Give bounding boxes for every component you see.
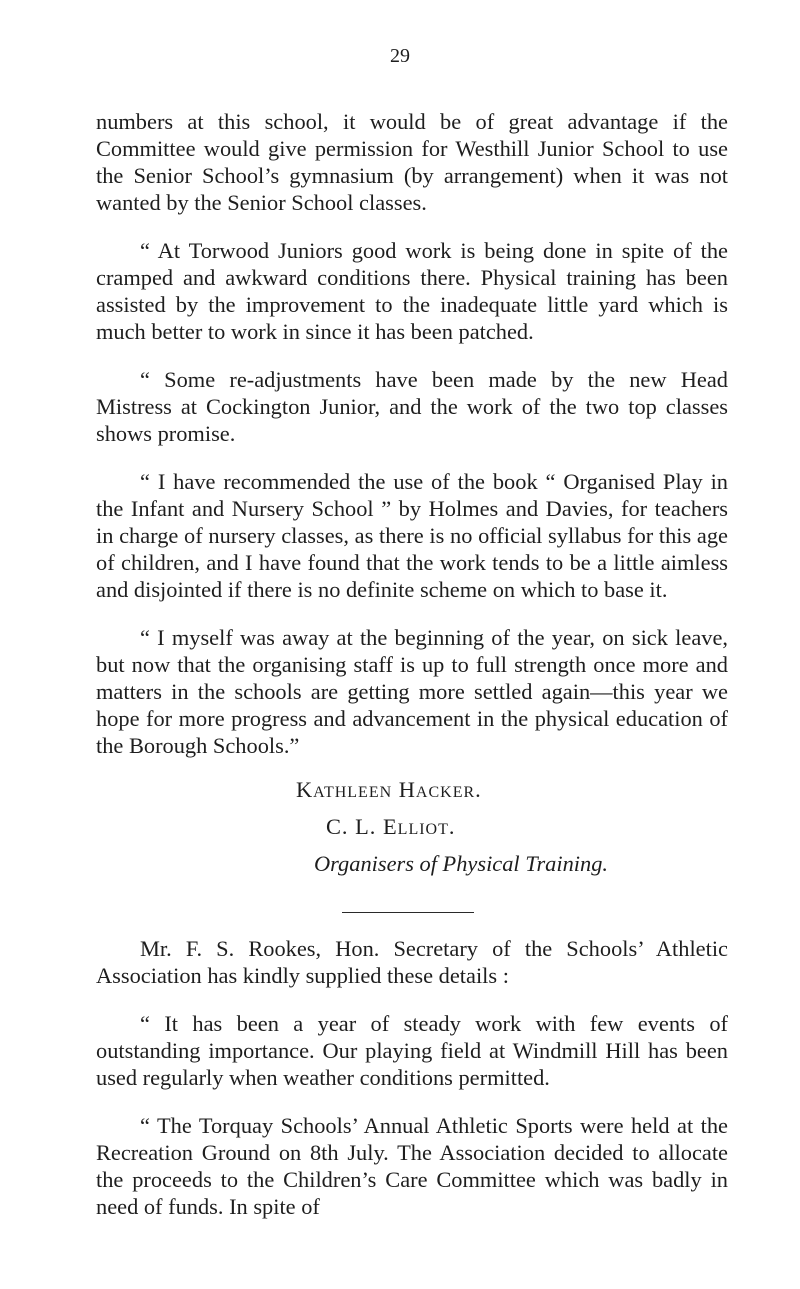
paragraph-torwood: “ At Torwood Juniors good work is being done in spite of the cramped and awkward conditions there. Physical training has been assisted by the improvement to the inadequate little yard which is much better to work in since it has been patched. <box>96 238 728 344</box>
paragraph-gymnasium: numbers at this school, it would be of great advantage if the Committee would give permission for Westhill Junior School to use the Senior School’s gymnasium (by arrangement) when it was not wanted by the Senior School classes. <box>96 109 728 215</box>
section-divider <box>342 912 474 913</box>
paragraph-rookes: Mr. F. S. Rookes, Hon. Secretary of the Schools’ Athletic Association has kindly supplied these details : <box>96 936 728 988</box>
signature-title: Organisers of Physical Training. <box>314 851 608 876</box>
signature-block <box>96 771 728 882</box>
document-body <box>96 108 728 1241</box>
page-number: 29 <box>390 45 410 67</box>
signature-name-hacker: Kathleen Hacker. <box>296 777 482 802</box>
signature-name-elliot: C. L. Elliot. <box>326 814 456 839</box>
paragraph-organised-play: “ I have recommended the use of the book “ Organised Play in the Infant and Nursery School ” by Holmes and Davies, for teachers in charge of nursery classes, as there is no official syllabus for this age of children, and I have found that the work tends to be a little aimless and disjointed if there is no definite scheme on which to base it. <box>96 469 728 602</box>
paragraph-steady-work: “ It has been a year of steady work with few events of outstanding importance. Our playing field at Windmill Hill has been used regularly when weather conditions permitted. <box>96 1011 728 1090</box>
paragraph-annual-sports: “ The Torquay Schools’ Annual Athletic Sports were held at the Recreation Ground on 8th July. The Association decided to allocate the proceeds to the Children’s Care Committee which was badly in need of funds. In spite of <box>96 1113 728 1219</box>
paragraph-sick-leave: “ I myself was away at the beginning of the year, on sick leave, but now that the organising staff is up to full strength once more and matters in the schools are getting more settled again—this year we hope for more progress and advancement in the physical education of the Borough Schools.” <box>96 625 728 758</box>
paragraph-cockington: “ Some re-adjustments have been made by the new Head Mistress at Cockington Junior, and the work of the two top classes shows promise. <box>96 367 728 446</box>
